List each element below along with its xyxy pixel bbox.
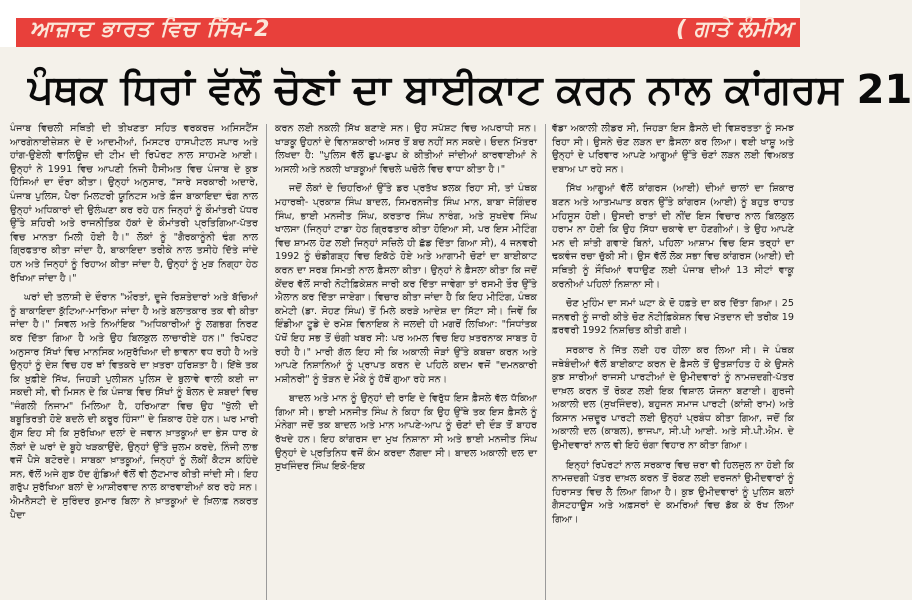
article-column-3 xyxy=(552,122,794,600)
article-column-2 xyxy=(275,122,537,600)
paragraph: ਘਰਾਂ ਦੀ ਤਲਾਸ਼ੀ ਦੇ ਦੌਰਾਨ "ਔਰਤਾਂ, ਦੂਜੇ ਰਿਸ਼ਤੇਦਾਰਾਂ ਅਤੇ ਬੱਚਿਆਂ ਨੂੰ ਬਾਕਾਇਦਾ ਕੁੱਟਿਆ-ਮਾਰਿਆ ਜਾਂਦਾ ਹੈ ਅਤੇ ਬਲਾਤਕਾਰ ਤਕ ਵੀ ਕੀਤਾ ਜਾਂਦਾ ਹੈ।" ਸਿਵਲ ਅਤੇ ਨਿਆਂਇਕ "ਅਧਿਕਾਰੀਆਂ ਨੂੰ ਲਗਭਗ ਨਿਰਣ ਕਰ ਦਿੱਤਾ ਗਿਆ ਹੈ ਅਤੇ ਉਹ ਬਿਲਕੁਲ ਲਾਚਾਰੀਏ ਹਨ।" ਰਿਪੋਰਟ ਅਨੁਸਾਰ ਸਿੱਖਾਂ ਵਿਚ ਮਾਨਸਿਕ ਅਸੁਰੱਖਿਆ ਦੀ ਭਾਵਨਾ ਵਧ ਰਹੀ ਹੈ ਅਤੇ ਉਨ੍ਹਾਂ ਨੂੰ ਦੇਸ਼ ਵਿਚ ਹਰ ਥਾਂ ਵਿਤਕਰੇ ਦਾ ਖ਼ਤਰਾ ਹਰਿਸ਼ਤਾ ਹੈ। ਇੱਥੇ ਤਕ ਕਿ ਖ਼ੁਫ਼ੀਏ ਸਿੱਖ, ਜਿਹੜੀ ਪੁਲੀਸ਼ਨ ਪੁਲਿਸ ਦੇ ਬੁਲਾਵੇ ਵਾਲੀ ਕਈ ਜਾ ਸਕਦੀ ਸੀ, ਵੀ ਮਿਸਨ ਦੇ ਕਿ ਪੰਜਾਬ ਵਿਚ ਸਿੱਖਾਂ ਨੂੰ ਬੋਲਨ ਦੇ ਸ਼ਬਦਾਂ ਵਿਚ "ਜੰਗਲੀ ਨਿਜਾਮ" ਮਿਲਿਆ ਹੈ, ਹਰਿਆਣਾ ਵਿਚ ਉਹ "ਖੁੱਲੀ ਦੀ ਬਬੂਤਿਰਤੀ ਹੋਏ ਬਦਲੇ ਦੀ ਕਰੂਰ ਹਿੰਸਾ" ਦੇ ਸ਼ਿਕਾਰ ਹੋਏ ਹਨ। ਘਰ ਮਾਰੀ ਗੁੱਸ ਇਹ ਸੀ ਕਿ ਸੁਰੱਖਿਆ ਦਲਾਂ ਦੇ ਜਵਾਨ ਖ਼ਾਤਕੂਆਂ ਦਾ ਭੇਸ ਧਾਰ ਕੇ ਲੋਕਾਂ ਦੇ ਘਰਾਂ ਦੇ ਬੂਹੇ ਖੜਕਾਉਂਦੇ, ਉਨ੍ਹਾਂ ਉੱਤੇ ਜ਼ੁਲਮ ਕਰਦੇ, ਨਿੰਜੀ ਲਾਭ ਵਜੋਂ ਪੈਸੇ ਬਟੋਰਦੇ। ਸਾਬਕਾ ਖ਼ਾਤਕੂਆਂ, ਜਿਨ੍ਹਾਂ ਨੂੰ ਲੋਕੀਂ ਕੈਟਸ ਕਹਿੰਦੇ ਸਨ, ਵੱਲੋਂ ਅਜੇ ਗੁਝ ਹੱਦ ਗੁੰਡਿਆਂ ਵੱਲੋਂ ਵੀ ਲੁੱਟਮਾਰ ਕੀਤੀ ਜਾਂਦੀ ਸੀ। ਇਹ ਗਰੁੱਪ ਸੁਰੱਖਿਆ ਬਲਾਂ ਦੇ ਆਸ਼ੀਰਵਾਦ ਨਾਲ ਕਾਰਵਾਈਆਂ ਕਰ ਰਹੇ ਸਨ। ਐਮਨੈਸਟੀ ਦੇ ਸੁਰਿੰਦਰ ਕੁਮਾਰ ਬਿਲਾ ਨੇ ਖ਼ਾਤਕੂਆਂ ਦੇ ਖ਼ਿਲਾਫ਼ ਨਕਰਤ ਪੈਦਾ xyxy=(10,292,258,521)
paragraph: ਪੰਜਾਬ ਵਿਚਲੀ ਸਥਿਤੀ ਦੀ ਤੀਖਣਤਾ ਸਹਿਤ ਵਰਕਰਜ਼ ਅਸਿਸਟੈਂਸ ਆਰਗੇਨਾਈਜ਼ੇਸ਼ਨ ਦੇ ਦੋ ਆਦਮੀਆਂ, ਮਿਸਟਰ ਹਾਸਪੀਟਲ ਸਪਾਰ ਅਤੇ ਹਾਂਗ-ਉਏਲੀ ਵਾਲਿਊਜ਼ ਦੀ ਟੀਮ ਦੀ ਰਿਪੋਰਟ ਨਾਲ ਸਾਹਮਣੇ ਆਈ। ਉਨ੍ਹਾਂ ਨੇ 1991 ਵਿਚ ਆਪਣੀ ਨਿਜੀ ਹੈਸੀਅਤ ਵਿਚ ਪੰਜਾਬ ਦੇ ਕੁਝ ਹਿੱਸਿਆਂ ਦਾ ਦੌਰਾ ਕੀਤਾ। ਉਨ੍ਹਾਂ ਅਨੁਸਾਰ, "ਸਾਰੇ ਸਰਕਾਰੀ ਅਦਾਰੇ, ਪੰਜਾਬ ਪੁਲਿਸ, ਪੈਰਾ ਮਿਲਟਰੀ ਯੂਨਿਟਸ ਅਤੇ ਫ਼ੌਜ ਬਾਕਾਇਦਾ ਢੰਗ ਨਾਲ ਉਨ੍ਹਾਂ ਅਧਿਕਾਰਾਂ ਦੀ ਉਲੰਘਣਾ ਕਰ ਰਹੇ ਹਨ ਜਿਨ੍ਹਾਂ ਨੂੰ ਕੌਮਾਂਤਰੀ ਪੱਧਰ ਉੱਤੇ ਸ਼ਹਿਰੀ ਅਤੇ ਰਾਜਨੀਤਿਕ ਹੱਕਾਂ ਦੇ ਕੌਮਾਂਤਰੀ ਪ੍ਰਤਿਗਿਆ-ਪੱਤਰ ਵਿਚ ਮਾਨਤਾ ਮਿਲੀ ਹੋਈ ਹੈ।" ਲੋਕਾਂ ਨੂੰ "ਗੈਰਕਾਨੂੰਨੀ ਢੰਗ ਨਾਲ ਗ੍ਰਿਫਤਾਰ ਕੀਤਾ ਜਾਂਦਾ ਹੈ, ਬਾਕਾਇਦਾ ਤਰੀਕੇ ਨਾਲ ਤਸੀਹੇ ਦਿੱਤੇ ਜਾਂਦੇ ਹਨ ਅਤੇ ਜਿਨ੍ਹਾਂ ਨੂੰ ਰਿਹਾਅ ਕੀਤਾ ਜਾਂਦਾ ਹੈ, ਉਨ੍ਹਾਂ ਨੂੰ ਮੁੜ ਨਿਗ੍ਹਾ ਹੇਠ ਰੱਖਿਆ ਜਾਂਦਾ ਹੈ।" xyxy=(10,123,258,284)
column-divider xyxy=(266,124,267,600)
article-headline: ਪੰਥਕ ਧਿਰਾਂ ਵੱਲੋਂ ਚੋਣਾਂ ਦਾ ਬਾਈਕਾਟ ਕਰਨ ਨਾਲ ਕਾਂਗਰਸ 21 xyxy=(28,67,912,113)
paragraph: ਇਨ੍ਹਾਂ ਰਿਪੋਰਟਾਂ ਨਾਲ ਸਰਕਾਰ ਵਿਚ ਜ਼ਰਾ ਵੀ ਹਿਲਜੁਲ ਨਾ ਹੋਈ ਕਿ ਨਾਮਜ਼ਦਗੀ ਪੱਤਰ ਦਾਖ਼ਲ ਕਰਨ ਤੋਂ ਰੋਕਣ ਲਈ ਦਰਜਨਾਂ ਉਮੀਦਵਾਰਾਂ ਨੂੰ ਹਿਰਾਸਤ ਵਿਚ ਲੈ ਲਿਆ ਗਿਆ ਹੈ। ਕੁਝ ਉਮੀਦਵਾਰਾਂ ਨੂੰ ਪੁਲਿਸ ਬਲਾਂ ਗੈਸਟਹਾਊਸ ਅਤੇ ਅਫ਼ਸਰਾਂ ਦੇ ਕਮਰਿਆਂ ਵਿਚ ਡੱਕ ਕੇ ਰੱਖ ਲਿਆ ਗਿਆ। xyxy=(552,459,794,526)
paragraph: ਚੋਣ ਮੁਹਿੰਮ ਦਾ ਸਮਾਂ ਘਟਾ ਕੇ ਦੋ ਹਫ਼ਤੇ ਦਾ ਕਰ ਦਿੱਤਾ ਗਿਆ। 25 ਜਨਵਰੀ ਨੂੰ ਜਾਰੀ ਕੀਤੇ ਚੋਣ ਨੋਟੀਫ਼ਿਕੇਸ਼ਨ ਵਿਚ ਮੱਤਦਾਨ ਦੀ ਤਰੀਕ 19 ਫ਼ਰਵਰੀ 1992 ਨਿਸ਼ਚਿਤ ਕੀਤੀ ਗਈ। xyxy=(552,298,794,337)
paragraph: ਬਾਦਲ ਅਤੇ ਮਾਨ ਨੂੰ ਉਨ੍ਹਾਂ ਦੀ ਰਾਇ ਦੇ ਵਿਰੁੱਧ ਇਸ ਫ਼ੈਸਲੇ ਵੱਲ ਧੱਕਿਆ ਗਿਆ ਸੀ। ਭਾਈ ਮਨਜੀਤ ਸਿੰਘ ਨੇ ਕਿਹਾ ਕਿ ਉਹ ਉੱਥੇ ਤਕ ਇਸ ਫ਼ੈਸਲੇ ਨੂੰ ਮੰਨੇਗਾ ਜਦੋਂ ਤਕ ਬਾਦਲ ਅਤੇ ਮਾਨ ਆਪਣੇ-ਆਪ ਨੂੰ ਚੋਣਾਂ ਦੀ ਦੌੜ ਤੋਂ ਬਾਹਰ ਰੱਖਦੇ ਹਨ। ਇਹ ਕਾਂਗਰਸ ਦਾ ਮੁਖ ਨਿਸ਼ਾਨਾ ਸੀ ਅਤੇ ਭਾਈ ਮਨਜੀਤ ਸਿੰਘ ਉਨ੍ਹਾਂ ਦੇ ਪ੍ਰਤਿਨਿਧ ਵਜੋਂ ਕੰਮ ਕਰਦਾ ਲੱਗਦਾ ਸੀ। ਬਾਦਲ ਅਕਾਲੀ ਦਲ ਦਾ ਸੁਖਜਿੰਦਰ ਸਿੰਘ ਇਕੋ-ਇਕ xyxy=(275,393,537,473)
paragraph: ਸਿੱਖ ਆਗੂਆਂ ਵੱਲੋਂ ਕਾਂਗਰਸ (ਆਈ) ਦੀਆਂ ਚਾਲਾਂ ਦਾ ਸ਼ਿਕਾਰ ਬਣਨ ਅਤੇ ਆਤਮਘਾਤ ਕਰਨ ਉੱਤੇ ਕਾਂਗਰਸ (ਆਈ) ਨੂੰ ਬਹੁਤ ਰਾਹਤ ਮਹਿਸੂਸ ਹੋਈ। ਉਸਦੀ ਰਾਤਾਂ ਦੀ ਨੀਂਦ ਇਸ ਵਿਚਾਰ ਨਾਲ ਬਿਲਕੁਲ ਹਰਾਮ ਨਾ ਹੋਈ ਕਿ ਉਹ ਸਿੱਧਾ ਚਕਾਵੇ ਦਾ ਹੋਣਗੀਆਂ। ਤੇ ਉਹ ਆਪਣੇ ਮਨ ਦੀ ਸ਼ਾਂਤੀ ਗਵਾਏ ਬਿਨਾਂ, ਪਹਿਲਾ ਆਸ਼ਾਮ ਵਿਚ ਇਸ ਤਰ੍ਹਾਂ ਦਾ ਢਕਵੰਜ ਰਚਾ ਚੁੱਕੀ ਸੀ। ਉਸ ਵੱਲੋਂ ਲੋਕ ਸਭਾ ਵਿਚ ਕਾਂਗਰਸ (ਆਈ) ਦੀ ਸਥਿਤੀ ਨੂੰ ਸੌਖਿਆਂ ਵਧਾਉਣ ਲਈ ਪੰਜਾਬ ਦੀਆਂ 13 ਸੀਟਾਂ ਵਾਕੂ ਕਰਨੀਆਂ ਪਹਿਲਾਂ ਨਿਸ਼ਾਨਾ ਸੀ। xyxy=(552,183,794,290)
column-divider xyxy=(545,124,546,600)
paragraph: ਜਦੋਂ ਲੋਕਾਂ ਦੇ ਚਿਹਰਿਆਂ ਉੱਤੇ ਡਰ ਪ੍ਰਤੱਖ ਝਲਕ ਰਿਹਾ ਸੀ, ਤਾਂ ਪੰਥਕ ਮਹਾਰਥੀ- ਪ੍ਰਕਾਸ਼ ਸਿੰਘ ਬਾਦਲ, ਸਿਮਰਨਜੀਤ ਸਿੰਘ ਮਾਨ, ਬਾਬਾ ਜੋਗਿੰਦਰ ਸਿੰਘ, ਭਾਈ ਮਨਜੀਤ ਸਿੰਘ, ਕਰਤਾਰ ਸਿੰਘ ਨਾਰੰਗ, ਅਤੇ ਸੁਖਦੇਵ ਸਿੰਘ ਖਾਲਸਾ (ਜਿਨ੍ਹਾਂ ਟਾਡਾ ਹੇਠ ਗ੍ਰਿਫਤਾਰ ਕੀਤਾ ਹੋਇਆ ਸੀ, ਪਰ ਇਸ ਮੀਟਿੰਗ ਵਿਚ ਸ਼ਾਮਲ ਹੋਣ ਲਈ ਜਿਨ੍ਹਾਂ ਸਜ਼ਿਲੇ ਹੀ ਛੱਡ ਦਿੱਤਾ ਗਿਆ ਸੀ), 4 ਜਨਵਰੀ 1992 ਨੂੰ ਚੰਡੀਗੜ੍ਹ ਵਿਚ ਇਕੱਠੇ ਹੋਏ ਅਤੇ ਆਗਾਮੀ ਚੋਣਾਂ ਦਾ ਬਾਈਕਾਟ ਕਰਨ ਦਾ ਸਰਬ ਸਿਮਤੀ ਨਾਲ ਫ਼ੈਸਲਾ ਕੀਤਾ। ਉਨ੍ਹਾਂ ਨੇ ਫ਼ੈਸਲਾ ਕੀਤਾ ਕਿ ਜਦੋਂ ਕੇਂਦਰ ਵੱਲੋਂ ਸਾਰੀ ਨੋਟੀਫ਼ਿਕੇਸ਼ਨ ਜਾਰੀ ਕਰ ਦਿੱਤਾ ਜਾਵੇਗਾ ਤਾਂ ਰਸਮੀ ਤੌਰ ਉੱਤੇ ਐਲਾਨ ਕਰ ਦਿੱਤਾ ਜਾਏਗਾ। ਵਿਚਾਰ ਕੀਤਾ ਜਾਂਦਾ ਹੈ ਕਿ ਇਹ ਮੀਟਿੰਗ, ਪੰਥਕ ਕਮੇਟੀ (ਡਾ. ਸੋਹਣ ਸਿੰਘ) ਤੋਂ ਮਿਲੇ ਕਰੜੇ ਆਦੇਸ਼ ਦਾ ਸਿੱਟਾ ਸੀ। ਜਿਵੇਂ ਕਿ ਇੰਡੀਆ ਟੂਡੇ ਦੇ ਰਮੇਸ਼ ਵਿਨਾਇਕ ਨੇ ਜਲਦੀ ਹੀ ਮਗਰੋਂ ਲਿਖਿਆ: "ਸਿਧਾਂਤਕ ਪੱਖੋਂ ਇਹ ਸਭ ਤੋਂ ਚੰਗੀ ਖਬਰ ਸੀ: ਪਰ ਅਮਲ ਵਿਚ ਇਹ ਖ਼ਤਰਨਾਕ ਸਾਬਤ ਹੋ ਰਹੀ ਹੈ।" ਮਾਰੀ ਗੱਲ ਇਹ ਸੀ ਕਿ ਅਕਾਲੀ ਜੋੜਾਂ ਉੱਤੇ ਕਬਜ਼ਾ ਕਰਨ ਅਤੇ ਆਪਣੇ ਨਿਸ਼ਾਨਿਆਂ ਨੂੰ ਪ੍ਰਾਪਤ ਕਰਨ ਦੇ ਪਹਿਲੇ ਕਦਮ ਵਜੋਂ "ਦਮਨਕਾਰੀ ਮਸ਼ੀਨਰੀ" ਨੂੰ ਤੋੜਨ ਦੇ ਮੌਕੇ ਨੂੰ ਹੱਥੋਂ ਗੁਆ ਰਹੇ ਸਨ। xyxy=(275,183,537,385)
paragraph: ਸਰਕਾਰ ਨੇ ਜਿੱਤ ਲਈ ਹਰ ਹੀਲਾ ਕਰ ਲਿਆ ਸੀ। ਜੇ ਪੰਥਕ ਜਥੇਬੰਦੀਆਂ ਵੱਲੋਂ ਬਾਈਕਾਟ ਕਰਨ ਦੇ ਫ਼ੈਸਲੇ ਤੋਂ ਉਤਸ਼ਾਹਿਤ ਹੋ ਕੇ ਉਸਨੇ ਕੁਝ ਸਾਰੀਆਂ ਰਾਜਸੀ ਪਾਰਟੀਆਂ ਦੇ ਉਮੀਦਵਾਰਾਂ ਨੂੰ ਨਾਮਜ਼ਦਗੀ-ਪੱਤਰ ਦਾਖ਼ਲ ਕਰਨ ਤੋਂ ਰੋਕਣ ਲਈ ਇਕ ਵਿਸ਼ਾਲ ਯੋਜਨਾ ਬਣਾਈ। ਗੁਰਜੀ ਅਕਾਲੀ ਦਲ (ਸੁਖਜਿੰਦਰ), ਬਹੁਜਨ ਸਮਾਜ ਪਾਰਟੀ (ਕਾਂਸ਼ੀ ਰਾਮ) ਅਤੇ ਕਿਸਾਨ ਮਜ਼ਦੂਰ ਪਾਰਟੀ ਲਈ ਉਨ੍ਹਾਂ ਪ੍ਰਬੰਧ ਕੀਤਾ ਗਿਆ, ਜਦੋਂ ਕਿ ਅਕਾਲੀ ਦਲ (ਕਾਬਲ), ਭਾਜਪਾ, ਸੀ.ਪੀ ਆਈ. ਅਤੇ ਸੀ.ਪੀ.ਐਮ. ਦੇ ਉਮੀਦਵਾਰਾਂ ਨਾਲ ਵੀ ਇਹੋ ਚੰਗਾ ਵਿਹਾਰ ਨਾ ਕੀਤਾ ਗਿਆ। xyxy=(552,344,794,452)
series-tag: ( ਗਾਤੇ ਲੰਮੀਅ xyxy=(676,17,792,42)
paragraph: ਕਰਨ ਲਈ ਨਕਲੀ ਸਿੱਖ ਬਣਾਏ ਸਨ। ਉਹ ਸਪੱਸ਼ਟ ਵਿਚ ਅਪਰਾਧੀ ਸਨ। ਖਾੜਕੂ ਉਹਨਾਂ ਦੇ ਵਿਨਾਸ਼ਕਾਰੀ ਅਸਰ ਤੋਂ ਬਚ ਨਹੀਂ ਸਨ ਸਕਦੇ। ਓਦਨ ਮਿੱਤਰਾ ਲਿਖਦਾ ਹੈ: "ਪੁਲਿਸ ਵੱਲੋਂ ਛੁਪ-ਛੁਪ ਕੇ ਕੀਤੀਆਂ ਜਾਂਦੀਆਂ ਕਾਰਵਾਈਆਂ ਨੇ ਅਸਲੀ ਅਤੇ ਨਕਲੀ ਖਾੜਕੂਆਂ ਵਿਚਲੇ ਘਚੋਲੇ ਵਿਚ ਵਾਧਾ ਕੀਤਾ ਹੈ।" xyxy=(275,123,537,175)
section-title: ਆਜ਼ਾਦ ਭਾਰਤ ਵਿਚ ਸਿੱਖ-2 xyxy=(30,17,271,42)
paragraph: ਵੱਡਾ ਅਕਾਲੀ ਲੀਡਰ ਸੀ, ਜਿਹੜਾ ਇਸ ਫ਼ੈਸਲੇ ਦੀ ਵਿਸ਼ਰਤਤਾ ਨੂੰ ਸਮਝ ਰਿਹਾ ਸੀ। ਉਸਨੇ ਚੋਣ ਲੜਨ ਦਾ ਫ਼ੈਸਲਾ ਕਰ ਲਿਆ। ਵਈ ਖਾਸ਼ੂ ਅਤੇ ਉਨ੍ਹਾਂ ਦੇ ਪਰਿਵਾਰ ਆਪਣੇ ਆਗੂਆਂ ਉੱਤੇ ਚੋਣਾਂ ਲੜਨ ਲਈ ਵਿਅਕਤ ਦਬਾਅ ਪਾ ਰਹੇ ਸਨ। xyxy=(552,123,794,175)
article-column-1 xyxy=(10,122,258,600)
section-banner xyxy=(0,0,800,47)
